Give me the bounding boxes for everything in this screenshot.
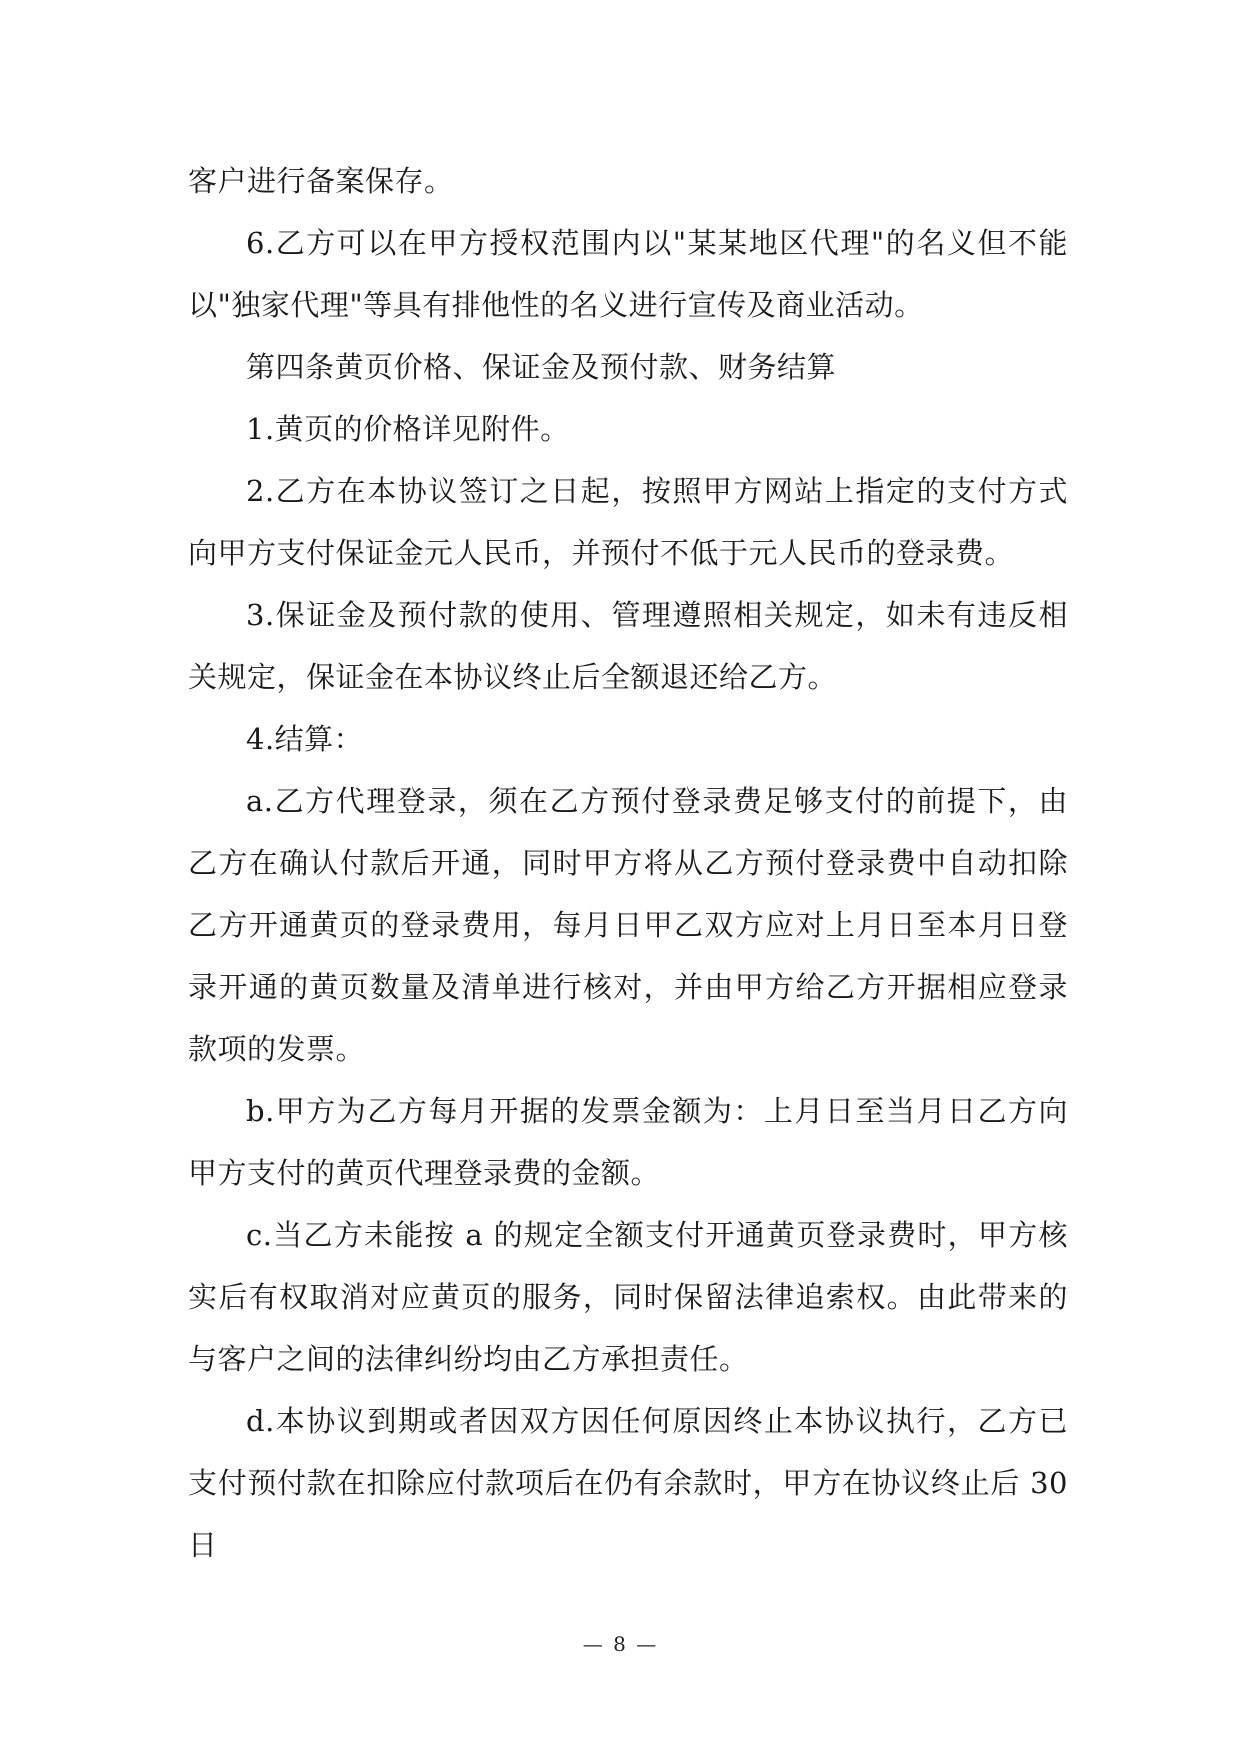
paragraph-item-2: 2.乙方在本协议签订之日起，按照甲方网站上指定的支付方式向甲方支付保证金元人民币，并预付不低于元人民币的登录费。 <box>188 474 1068 570</box>
page-number: — 8 — <box>582 1632 659 1656</box>
paragraph-item-d: d.本协议到期或者因双方因任何原因终止本协议执行，乙方已支付预付款在扣除应付款项后在仍有余款时，甲方在协议终止后 30 日 <box>188 1404 1068 1562</box>
paragraph-item-6: 6.乙方可以在甲方授权范围内以"某某地区代理"的名义但不能以"独家代理"等具有排他性的名义进行宣传及商业活动。 <box>188 226 1068 322</box>
paragraph-item-1: 1.黄页的价格详见附件。 <box>246 412 570 446</box>
body-text <box>188 150 1068 1576</box>
paragraph-item-a: a.乙方代理登录，须在乙方预付登录费足够支付的前提下，由乙方在确认付款后开通，同时甲方将从乙方预付登录费中自动扣除乙方开通黄页的登录费用，每月日甲乙双方应对上月日至本月日登录开通的黄页数量及清单进行核对，并由甲方给乙方开据相应登录款项的发票。 <box>188 784 1068 1066</box>
paragraph-item-4: 4.结算： <box>246 722 364 756</box>
article-heading: 第四条黄页价格、保证金及预付款、财务结算 <box>246 350 837 384</box>
paragraph-item-b: b.甲方为乙方每月开据的发票金额为：上月日至当月日乙方向甲方支付的黄页代理登录费的金额。 <box>188 1094 1068 1190</box>
paragraph-item-3: 3.保证金及预付款的使用、管理遵照相关规定，如未有违反相关规定，保证金在本协议终止后全额退还给乙方。 <box>188 598 1068 694</box>
paragraph-continuation: 客户进行备案保存。 <box>188 164 454 198</box>
paragraph-item-c: c.当乙方未能按 a 的规定全额支付开通黄页登录费时，甲方核实后有权取消对应黄页的服务，同时保留法律追索权。由此带来的与客户之间的法律纠纷均由乙方承担责任。 <box>188 1218 1068 1376</box>
